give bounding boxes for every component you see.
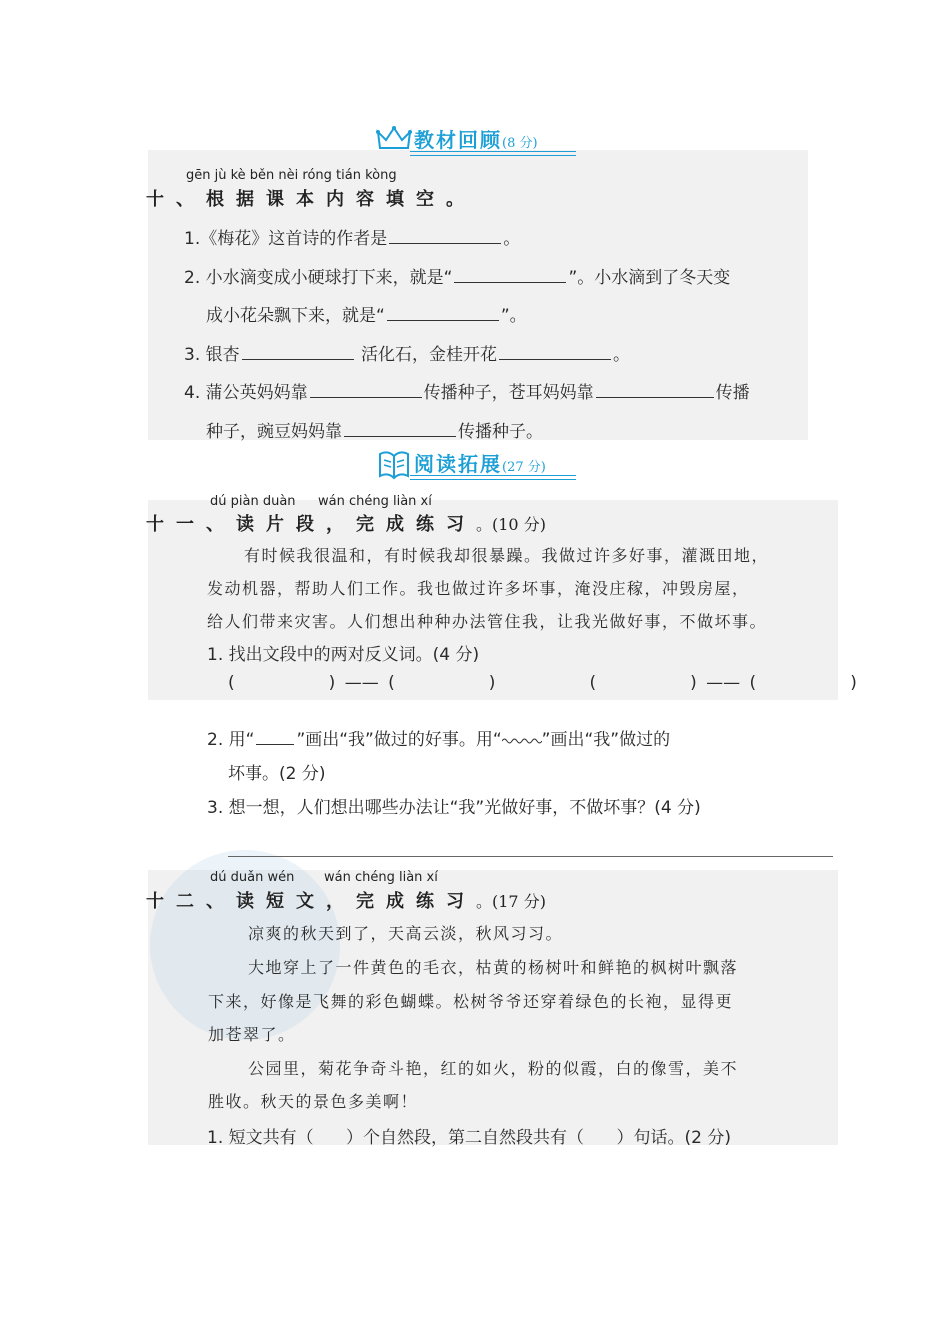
section-title: 教材回顾(8 分) [414,128,538,152]
q12-passage-line: 下来，好像是飞舞的彩色蝴蝶。松树爷爷还穿着绿色的长袍，显得更 [208,992,734,1011]
answer-blank[interactable] [499,358,611,360]
q11-sub3: 3. 想一想，人们想出哪些办法让“我”光做好事，不做坏事？(4 分) [207,798,701,818]
q10-pinyin: gēn jù kè běn nèi róng tián kòng [186,168,397,183]
q12-passage-line: 公园里，菊花争奇斗艳，红的如火，粉的似霞，白的像雪，美不 [248,1059,739,1078]
wavy-underline-icon [502,737,542,745]
answer-blank[interactable] [454,281,566,283]
answer-blank[interactable] [344,435,456,437]
answer-blank[interactable] [242,358,354,360]
q12-passage-line: 凉爽的秋天到了，天高云淡，秋风习习。 [248,924,564,943]
q12-heading: 十二、读短文，完成练习。(17 分) [146,891,546,912]
answer-blank[interactable] [596,396,714,398]
answer-line[interactable] [228,856,833,857]
q11-sub2: 2. 用“ ”画出“我”做过的好事。用“ ”画出“我”做过的 [207,730,671,750]
q12-sub1: 1. 短文共有（ ）个自然段，第二自然段共有（ ）句话。(2 分) [207,1128,731,1148]
q11-pinyin-a: dú piàn duàn [210,494,296,509]
q10-heading: 十、根据课本内容填空。 [146,189,476,210]
q12-passage-line: 大地穿上了一件黄色的毛衣，枯黄的杨树叶和鲜艳的枫树叶飘落 [248,958,739,977]
answer-blank[interactable] [387,319,499,321]
q12-pinyin-a: dú duǎn wén [210,870,295,885]
q11-sub2-cont: 坏事。(2 分) [228,764,326,784]
q12-passage-line: 胜收。秋天的景色多美啊！ [208,1092,419,1111]
q11-antonym-pairs[interactable]: ( ) —— ( ) ( ) —— ( ) [228,673,857,693]
q10-item-1: 1.《梅花》这首诗的作者是 。 [184,229,521,249]
section-banner-reading-extension [376,448,576,482]
q10-item-3: 3. 银杏 活化石，金桂开花 。 [184,345,631,365]
answer-blank[interactable] [310,396,422,398]
q11-sub1: 1. 找出文段中的两对反义词。(4 分) [207,645,480,665]
q12-pinyin-b: wán chéng liàn xí [324,870,438,885]
straight-underline-sample [256,743,294,745]
q10-item-2: 2. 小水滴变成小硬球打下来，就是“ ”。小水滴到了冬天变 [184,268,731,288]
q12-passage-line: 加苍翠了。 [208,1025,296,1044]
q10-item-4: 4. 蒲公英妈妈靠 传播种子，苍耳妈妈靠 传播 [184,383,750,403]
q11-passage-line: 有时候我很温和，有时候我却很暴躁。我做过许多好事，灌溉田地， [244,546,770,565]
q11-passage-line: 发动机器，帮助人们工作。我也做过许多坏事，淹没庄稼，冲毁房屋， [207,579,750,598]
section-title: 阅读拓展(27 分) [414,452,546,476]
crown-icon [376,124,412,154]
answer-blank[interactable] [389,242,501,244]
q11-passage-line: 给人们带来灾害。人们想出种种办法管住我，让我光做好事，不做坏事。 [207,612,768,631]
q11-pinyin-b: wán chéng liàn xí [318,494,432,509]
section-banner-textbook-review [376,124,576,158]
q11-heading: 十一、读片段，完成练习。(10 分) [146,514,546,535]
q10-item-2-cont: 成小花朵飘下来，就是“ ”。 [206,306,527,326]
book-icon [376,448,412,480]
q10-item-4-cont: 种子，豌豆妈妈靠 传播种子。 [206,422,543,442]
